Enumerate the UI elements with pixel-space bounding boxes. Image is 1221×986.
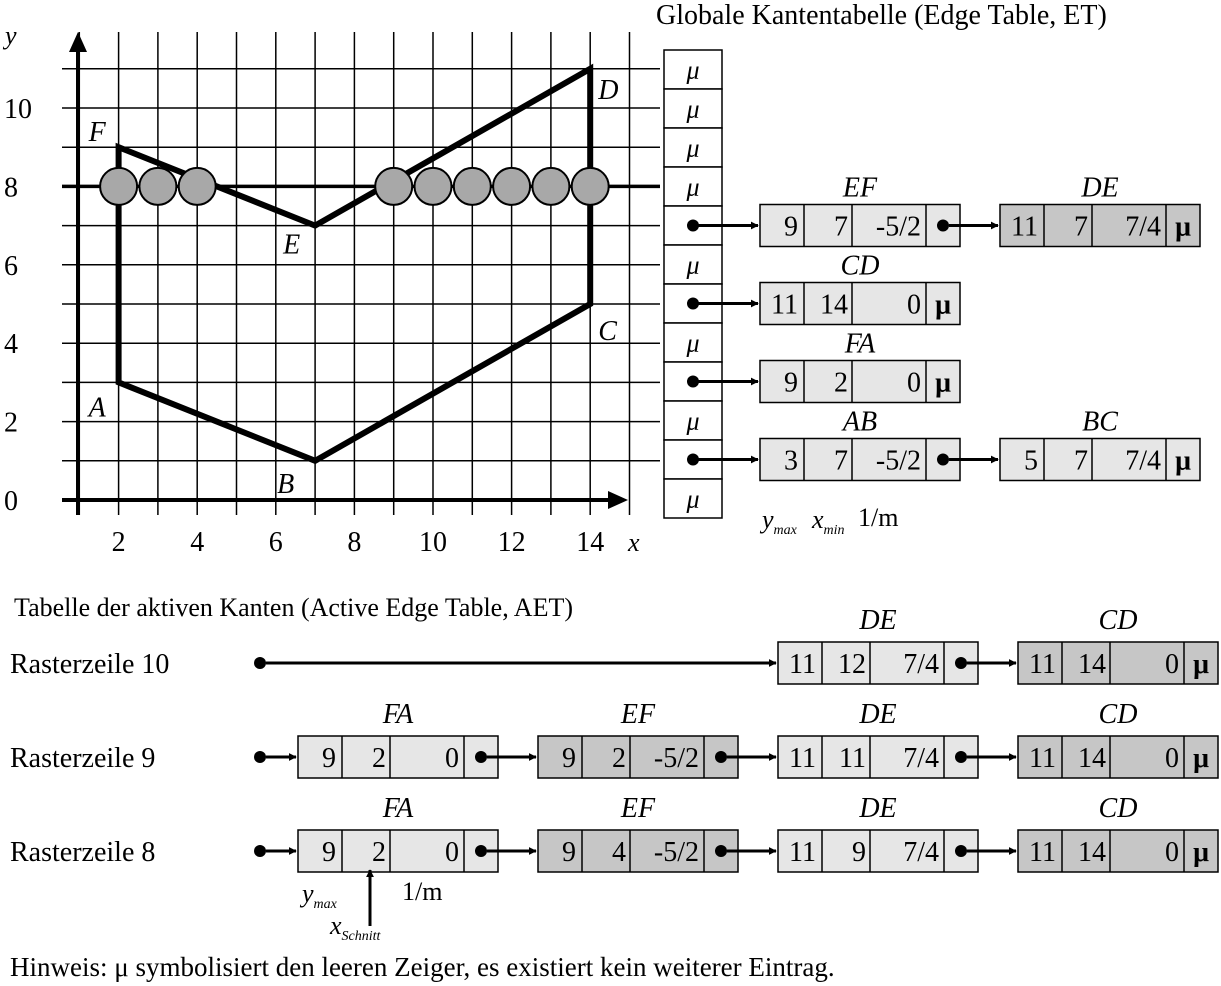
edge-ymax: 9 [322,837,336,868]
edge-name: DE [859,699,897,730]
edge-name: FA [844,328,876,360]
x-tick-label: 2 [111,527,126,558]
null-pointer-symbol: μ [686,484,700,514]
edge-inverse-slope: 0 [1165,649,1179,680]
edge-name: CD [840,250,880,282]
scan-intersection-point [179,168,216,205]
edge-name: DE [859,605,897,636]
edge-name: EF [620,793,656,824]
vertex-label-E: E [283,229,301,261]
scan-intersection-point [532,168,569,205]
edge-inverse-slope: 0 [1165,837,1179,868]
edge-node-FA [760,329,960,403]
pointer-dot [254,751,266,763]
et-title: Globale Kantentabelle (Edge Table, ET) [656,0,1107,31]
edge-x: 7 [1074,445,1088,477]
pointer-dot [687,220,699,232]
y-axis-label: y [5,21,17,50]
legend-slope: 1/m [858,503,899,532]
edge-ymax: 9 [322,743,336,774]
null-pointer-symbol: μ [1175,211,1191,243]
scan-intersection-point [572,168,609,205]
edge-inverse-slope: -5/2 [875,445,921,477]
vertex-label-C: C [598,316,617,347]
edge-inverse-slope: 7/4 [903,743,939,774]
edge-x: 14 [1078,743,1106,774]
edge-name: BC [1082,406,1118,438]
edge-x: 7 [834,445,848,477]
edge-ymax: 9 [562,743,576,774]
null-pointer-symbol: μ [686,250,700,280]
aet-legend-slope: 1/m [402,877,443,906]
null-pointer-symbol: μ [1193,837,1209,868]
edge-node-EF [538,793,776,872]
edge-ymax: 11 [1011,211,1038,243]
vertex-label-D: D [598,74,619,106]
edge-node-CD [1018,605,1218,684]
edge-node-CD [1018,793,1218,872]
pointer-dot [937,220,949,232]
pointer-dot [254,657,266,669]
y-tick-label: 6 [4,250,18,282]
edge-x: 12 [838,649,866,680]
edge-ymax: 9 [784,211,798,243]
edge-ymax: 11 [1029,837,1056,868]
pointer-dot [715,751,727,763]
edge-inverse-slope: -5/2 [875,211,921,243]
edge-name: AB [842,406,878,438]
edge-inverse-slope: 7/4 [903,649,939,680]
null-pointer-symbol: μ [1193,743,1209,774]
edge-name: FA [382,699,414,730]
polygon-graph [2,21,660,558]
edge-ymax: 9 [784,367,798,399]
edge-inverse-slope: 0 [907,367,921,399]
edge-node-FA [298,793,536,872]
y-tick-label: 2 [4,407,18,439]
pointer-dot [687,298,699,310]
scan-intersection-point [454,168,491,205]
aet-title: Tabelle der aktiven Kanten (Active Edge Table, AET) [14,593,573,622]
y-tick-label: 8 [4,172,18,204]
y-tick-label: 4 [4,329,18,361]
edge-x: 14 [820,289,848,321]
edge-x: 2 [372,837,386,868]
scan-intersection-point [100,168,137,205]
et-edge-lists [698,173,1200,481]
edge-node-DE [1000,173,1200,247]
edge-inverse-slope: 7/4 [1125,445,1161,477]
edge-x: 2 [612,743,626,774]
y-tick-label: 0 [4,486,18,517]
y-axis-arrow-icon [69,32,87,52]
edge-x: 2 [372,743,386,774]
axes [2,21,640,557]
aet-legend-xcut: $x_{Schnitt}$ [330,911,381,944]
pointer-dot [955,657,967,669]
legend-xmin: $x_{min}$ [812,505,845,538]
et-legend [759,503,898,538]
edge-node-FA [298,699,536,778]
pointer-dot [475,751,487,763]
x-tick-label: 6 [268,527,283,558]
x-axis-arrow-icon [608,491,628,509]
edge-name: EF [842,172,878,204]
edge-node-DE [778,793,1016,872]
edge-inverse-slope: 0 [445,837,459,868]
scan-intersection-point [493,168,530,205]
edge-node-EF [538,699,776,778]
pointer-dot [715,845,727,857]
edge-x: 14 [1078,837,1106,868]
pointer-dot [687,376,699,388]
edge-node-AB [760,407,998,481]
edge-ymax: 11 [1029,743,1056,774]
aet-line-label: Rasterzeile 8 [10,837,156,868]
edge-ymax: 11 [771,289,798,321]
null-pointer-symbol: μ [686,406,700,436]
null-pointer-symbol: μ [686,172,700,202]
vertex-label-A: A [88,392,106,424]
aet-lines [10,605,1218,872]
x-axis-label: x [628,528,640,557]
edge-name: FA [382,793,414,824]
edge-inverse-slope: -5/2 [653,837,699,868]
tick-labels [4,94,604,558]
edge-x: 4 [612,837,626,868]
edge-node-CD [760,251,960,325]
edge-x: 7 [1074,211,1088,243]
edge-ymax: 3 [784,445,798,477]
aet-legend [299,870,442,944]
edge-node-DE [778,605,1016,684]
edge-inverse-slope: 0 [445,743,459,774]
edge-ymax: 9 [562,837,576,868]
edge-node-CD [1018,699,1218,778]
x-tick-label: 10 [419,527,447,558]
aet-line-label: Rasterzeile 9 [10,743,156,774]
edge-name: CD [1098,793,1138,824]
null-pointer-symbol: μ [935,367,951,399]
edge-name: CD [1098,605,1138,636]
scan-intersection-point [139,168,176,205]
edge-ymax: 11 [1029,649,1056,680]
edge-inverse-slope: 7/4 [1125,211,1161,243]
aet-line-label: Rasterzeile 10 [10,649,170,680]
edge-inverse-slope: -5/2 [653,743,699,774]
edge-name: DE [859,793,897,824]
pointer-dot [475,845,487,857]
hint-text: Hinweis: μ symbolisiert den leeren Zeiger, es existiert kein weiterer Eintrag. [10,952,835,982]
pointer-dot [937,454,949,466]
vertex-label-B: B [277,468,295,500]
edge-inverse-slope: 0 [1165,743,1179,774]
null-pointer-symbol: μ [935,289,951,321]
x-tick-label: 12 [497,527,526,558]
edge-x: 11 [839,743,866,774]
aet-legend-ymax: $y_{max}$ [302,879,337,912]
pointer-dot [955,751,967,763]
grid [62,32,660,515]
edge-ymax: 5 [1024,445,1038,477]
x-tick-label: 14 [576,527,605,558]
edge-name: EF [620,699,656,730]
scan-intersection-point [415,168,452,205]
null-pointer-symbol: μ [686,94,700,124]
pointer-dot [687,454,699,466]
edge-x: 14 [1078,649,1106,680]
null-pointer-symbol: μ [686,55,700,85]
edge-ymax: 11 [789,837,816,868]
et-bucket-column [664,50,722,518]
edge-x: 2 [834,367,848,399]
edge-x: 7 [834,211,848,243]
pointer-dot [254,845,266,857]
null-pointer-symbol: μ [686,133,700,163]
x-tick-label: 8 [347,527,362,558]
vertex-label-F: F [88,117,106,149]
edge-name: CD [1098,699,1138,730]
null-pointer-symbol: μ [1175,445,1191,477]
scan-intersection-point [375,168,412,205]
edge-ymax: 11 [789,649,816,680]
edge-inverse-slope: 0 [907,289,921,321]
legend-ymax: $y_{max}$ [762,505,797,538]
null-pointer-symbol: μ [1193,649,1209,680]
edge-ymax: 11 [789,743,816,774]
x-tick-label: 4 [190,527,205,558]
edge-node-BC [1000,407,1200,481]
edge-inverse-slope: 7/4 [903,837,939,868]
null-pointer-symbol: μ [686,328,700,358]
edge-x: 9 [852,837,866,868]
y-tick-label: 10 [4,94,32,125]
edge-name: DE [1081,172,1119,204]
edge-node-EF [760,173,998,247]
pointer-dot [955,845,967,857]
edge-node-DE [778,699,1016,778]
